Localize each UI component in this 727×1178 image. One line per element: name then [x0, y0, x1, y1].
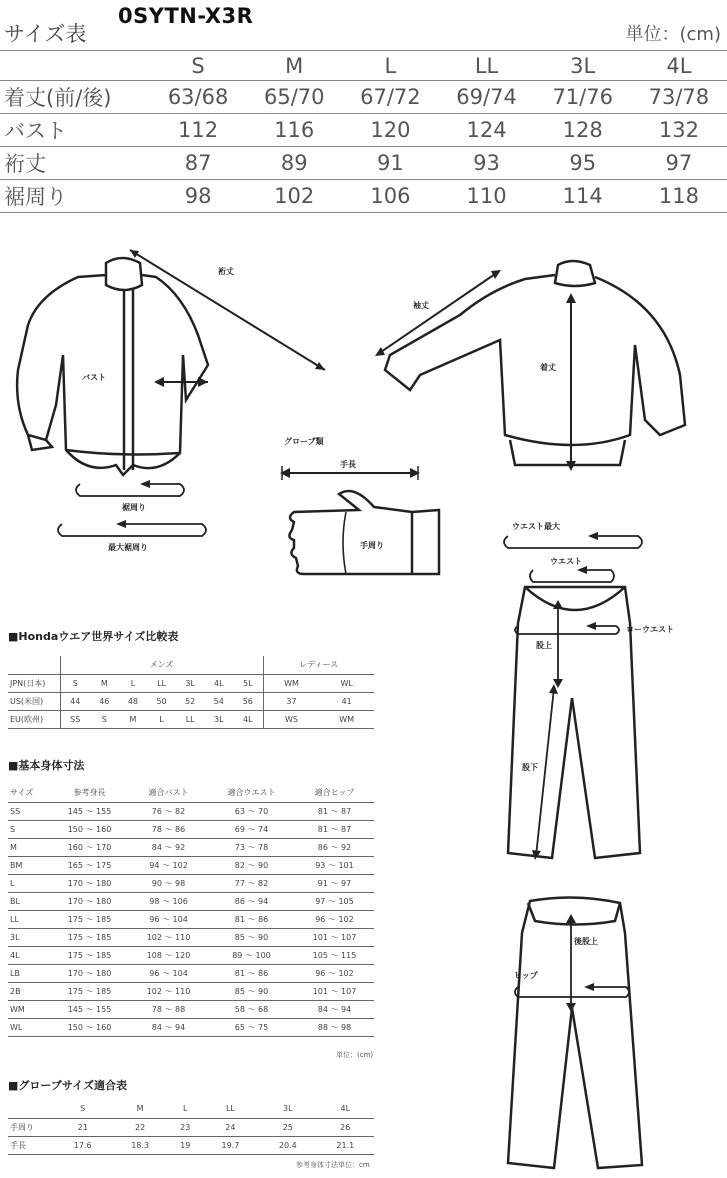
- hip-loop: [510, 983, 635, 1001]
- size-row-label: 裄丈: [0, 147, 150, 180]
- glove-size-header: M: [111, 1100, 168, 1118]
- body-size-cell: 4L: [8, 946, 50, 964]
- kitake-arrow: [565, 293, 577, 471]
- body-size-cell: WL: [8, 1018, 50, 1036]
- size-cell: 110: [438, 180, 534, 213]
- body-size-cell: 105 ～ 115: [295, 946, 374, 964]
- body-size-cell: 96 ～ 102: [295, 910, 374, 928]
- size-cell: 114: [535, 180, 631, 213]
- world-size-cell: 48: [119, 692, 148, 710]
- size-cell: 106: [342, 180, 438, 213]
- world-size-cell: L: [119, 674, 148, 692]
- body-size-cell: 88 ～ 98: [295, 1018, 374, 1036]
- body-size-row: [8, 874, 374, 892]
- world-size-cell: S: [60, 674, 90, 692]
- body-size-cell: 108 ～ 120: [129, 946, 208, 964]
- waist-max-loop: [498, 532, 648, 552]
- size-row: [0, 114, 727, 147]
- body-size-header: 適合ウエスト: [208, 784, 295, 802]
- glove-size-cell: 17.6: [54, 1136, 111, 1154]
- glove-illustration: [284, 482, 444, 582]
- mata-shita-label: 股下: [522, 763, 538, 772]
- glove-size-header: S: [54, 1100, 111, 1118]
- body-size-cell: 78 ～ 88: [129, 1000, 208, 1018]
- size-cell: 128: [535, 114, 631, 147]
- kitake-label: 着丈: [540, 363, 556, 372]
- size-cell: 112: [150, 114, 246, 147]
- size-cell: 97: [631, 147, 727, 180]
- body-size-cell: 85 ～ 90: [208, 982, 295, 1000]
- back-mata-ue-label: 後股上: [574, 937, 598, 946]
- world-size-group-men: メンズ: [60, 656, 263, 674]
- yukitake-arrow: [125, 235, 335, 385]
- size-cell: 98: [150, 180, 246, 213]
- body-size-row: [8, 964, 374, 982]
- size-col-header: L: [342, 51, 438, 81]
- world-size-table: [8, 656, 374, 729]
- body-size-cell: 3L: [8, 928, 50, 946]
- world-size-cell: SS: [60, 710, 90, 728]
- world-size-cell: L: [147, 710, 176, 728]
- mata-ue-label: 股上: [536, 641, 552, 650]
- world-size-cell: 56: [233, 692, 263, 710]
- glove-size-row: [8, 1136, 374, 1154]
- world-size-cell: 5L: [233, 674, 263, 692]
- body-size-cell: 96 ～ 104: [129, 964, 208, 982]
- glove-size-cell: 21: [54, 1118, 111, 1136]
- glove-title: グローブ類: [284, 437, 324, 446]
- world-size-cell: M: [90, 674, 119, 692]
- body-size-row: [8, 982, 374, 1000]
- body-size-row: [8, 802, 374, 820]
- size-cell: 63/68: [150, 81, 246, 114]
- glove-size-row: [8, 1118, 374, 1136]
- unit-label: 単位：(cm): [625, 24, 721, 45]
- body-size-cell: 86 ～ 94: [208, 892, 295, 910]
- size-cell: 87: [150, 147, 246, 180]
- world-size-row-label: JPN(日本): [8, 674, 60, 692]
- glove-size-header: LL: [202, 1100, 259, 1118]
- sodetake-label: 袖丈: [413, 301, 429, 310]
- body-size-unit: 単位：(cm): [336, 1051, 374, 1059]
- size-cell: 67/72: [342, 81, 438, 114]
- world-size-cell: WM: [319, 710, 374, 728]
- body-size-cell: 175 ～ 185: [50, 910, 129, 928]
- body-size-cell: 94 ～ 102: [129, 856, 208, 874]
- size-cell: 132: [631, 114, 727, 147]
- world-size-cell: 44: [60, 692, 90, 710]
- glove-size-header-row: [8, 1100, 374, 1118]
- body-size-header: 適合バスト: [129, 784, 208, 802]
- size-cell: 102: [246, 180, 342, 213]
- glove-size-row-label: 手長: [8, 1136, 54, 1154]
- size-cell: 124: [438, 114, 534, 147]
- glove-size-cell: 19.7: [202, 1136, 259, 1154]
- body-size-cell: 69 ～ 74: [208, 820, 295, 838]
- low-waist-loop: [510, 622, 625, 638]
- world-size-cell: 41: [319, 692, 374, 710]
- body-size-cell: 101 ～ 107: [295, 982, 374, 1000]
- world-size-cell: 4L: [204, 674, 233, 692]
- glove-size-blank: [8, 1100, 54, 1118]
- body-size-header-row: [8, 784, 374, 802]
- body-size-cell: WM: [8, 1000, 50, 1018]
- body-size-row: [8, 1000, 374, 1018]
- size-cell: 118: [631, 180, 727, 213]
- body-size-row: [8, 820, 374, 838]
- size-cell: 95: [535, 147, 631, 180]
- body-size-cell: 58 ～ 68: [208, 1000, 295, 1018]
- world-size-cell: WM: [263, 674, 319, 692]
- max-susomawari-label: 最大裾周り: [108, 543, 148, 552]
- body-size-cell: 175 ～ 185: [50, 928, 129, 946]
- body-size-cell: 82 ～ 90: [208, 856, 295, 874]
- mata-ue-arrow: [553, 600, 563, 688]
- world-size-cell: M: [119, 710, 148, 728]
- body-size-cell: 150 ～ 160: [50, 1018, 129, 1036]
- page-title: サイズ表: [4, 22, 87, 46]
- body-size-cell: 89 ～ 100: [208, 946, 295, 964]
- world-size-cell: S: [90, 710, 119, 728]
- body-size-cell: 145 ～ 155: [50, 802, 129, 820]
- glove-size-cell: 25: [259, 1118, 316, 1136]
- size-row: [0, 81, 727, 114]
- body-size-header: サイズ: [8, 784, 50, 802]
- body-size-cell: 90 ～ 98: [129, 874, 208, 892]
- size-cell: 91: [342, 147, 438, 180]
- glove-size-cell: 20.4: [259, 1136, 316, 1154]
- size-col-header: M: [246, 51, 342, 81]
- size-col-header: 4L: [631, 51, 727, 81]
- size-row-label: バスト: [0, 114, 150, 147]
- world-size-cell: 37: [263, 692, 319, 710]
- body-size-row: [8, 838, 374, 856]
- glove-size-cell: 18.3: [111, 1136, 168, 1154]
- body-size-cell: 175 ～ 185: [50, 982, 129, 1000]
- body-size-cell: 165 ～ 175: [50, 856, 129, 874]
- world-size-cell: 3L: [204, 710, 233, 728]
- body-size-cell: BM: [8, 856, 50, 874]
- body-size-cell: 170 ～ 180: [50, 964, 129, 982]
- body-size-cell: 96 ～ 104: [129, 910, 208, 928]
- body-size-cell: 145 ～ 155: [50, 1000, 129, 1018]
- size-cell: 120: [342, 114, 438, 147]
- glove-size-row-label: 手周り: [8, 1118, 54, 1136]
- size-cell: 69/74: [438, 81, 534, 114]
- techo-arrow: [280, 466, 420, 480]
- body-size-cell: LB: [8, 964, 50, 982]
- body-size-cell: 84 ～ 94: [295, 1000, 374, 1018]
- body-size-cell: 78 ～ 86: [129, 820, 208, 838]
- body-size-cell: 101 ～ 107: [295, 928, 374, 946]
- temawari-label: 手周り: [360, 541, 384, 550]
- size-row-label: 着丈(前/後): [0, 81, 150, 114]
- size-row: [0, 180, 727, 213]
- body-size-cell: 85 ～ 90: [208, 928, 295, 946]
- world-size-row: [8, 710, 374, 728]
- size-cell: 116: [246, 114, 342, 147]
- body-size-cell: SS: [8, 802, 50, 820]
- world-size-cell: 3L: [176, 674, 205, 692]
- world-size-cell: WS: [263, 710, 319, 728]
- glove-size-header: 4L: [317, 1100, 374, 1118]
- size-col-header: LL: [438, 51, 534, 81]
- model-code: 0SYTN-X3R: [118, 4, 254, 28]
- body-size-cell: L: [8, 874, 50, 892]
- size-cell: 71/76: [535, 81, 631, 114]
- techo-label: 手長: [340, 460, 356, 469]
- size-header-row: [0, 51, 727, 81]
- body-size-cell: 96 ～ 102: [295, 964, 374, 982]
- susomawari-loop: [70, 480, 190, 500]
- waist-label: ウエスト: [550, 557, 582, 566]
- size-header-blank: [0, 51, 150, 81]
- susomawari-label: 裾周り: [122, 503, 146, 512]
- world-size-title: ■Hondaウエア世界サイズ比較表: [8, 630, 179, 643]
- body-size-cell: 150 ～ 160: [50, 820, 129, 838]
- world-size-cell: 52: [176, 692, 205, 710]
- size-row-label: 裾周り: [0, 180, 150, 213]
- max-susomawari-loop: [52, 520, 212, 540]
- body-size-cell: 2B: [8, 982, 50, 1000]
- body-size-cell: 170 ～ 180: [50, 892, 129, 910]
- glove-size-table: [8, 1100, 374, 1155]
- world-size-blank: [8, 656, 60, 674]
- body-size-cell: 175 ～ 185: [50, 946, 129, 964]
- body-size-cell: 63 ～ 70: [208, 802, 295, 820]
- world-size-row: [8, 692, 374, 710]
- body-size-cell: S: [8, 820, 50, 838]
- world-size-row-label: EU(欧州): [8, 710, 60, 728]
- body-size-cell: 93 ～ 101: [295, 856, 374, 874]
- body-size-cell: 81 ～ 86: [208, 910, 295, 928]
- glove-size-cell: 24: [202, 1118, 259, 1136]
- world-size-cell: LL: [147, 674, 176, 692]
- glove-size-title: ■グローブサイズ適合表: [8, 1079, 127, 1092]
- glove-size-cell: 21.1: [317, 1136, 374, 1154]
- body-size-cell: 65 ～ 75: [208, 1018, 295, 1036]
- body-size-cell: 81 ～ 87: [295, 820, 374, 838]
- world-size-cell: 46: [90, 692, 119, 710]
- body-size-cell: M: [8, 838, 50, 856]
- body-size-cell: 76 ～ 82: [129, 802, 208, 820]
- body-size-row: [8, 928, 374, 946]
- glove-size-footnote: 参考身体寸法単位：cm: [296, 1161, 370, 1169]
- body-size-cell: 170 ～ 180: [50, 874, 129, 892]
- body-size-cell: 81 ～ 87: [295, 802, 374, 820]
- glove-size-cell: 19: [169, 1136, 202, 1154]
- size-cell: 73/78: [631, 81, 727, 114]
- body-size-row: [8, 946, 374, 964]
- size-cell: 89: [246, 147, 342, 180]
- sodetake-arrow: [370, 262, 510, 362]
- body-size-row: [8, 892, 374, 910]
- hip-label: ヒップ: [514, 971, 538, 980]
- body-size-cell: 102 ～ 110: [129, 982, 208, 1000]
- glove-size-header: 3L: [259, 1100, 316, 1118]
- world-size-cell: 50: [147, 692, 176, 710]
- size-table: [0, 50, 727, 213]
- world-size-cell: 4L: [233, 710, 263, 728]
- glove-size-header: L: [169, 1100, 202, 1118]
- body-size-cell: 98 ～ 106: [129, 892, 208, 910]
- body-size-row: [8, 856, 374, 874]
- glove-size-cell: 23: [169, 1118, 202, 1136]
- body-size-cell: 86 ～ 92: [295, 838, 374, 856]
- body-size-cell: BL: [8, 892, 50, 910]
- body-size-cell: 97 ～ 105: [295, 892, 374, 910]
- size-row: [0, 147, 727, 180]
- size-col-header: S: [150, 51, 246, 81]
- body-size-row: [8, 910, 374, 928]
- body-size-table: [8, 784, 374, 1037]
- body-size-cell: 84 ～ 94: [129, 1018, 208, 1036]
- yukitake-label: 裄丈: [218, 267, 234, 276]
- world-size-cell: WL: [319, 674, 374, 692]
- world-size-group-ladies: レディース: [263, 656, 374, 674]
- size-cell: 93: [438, 147, 534, 180]
- body-size-cell: 160 ～ 170: [50, 838, 129, 856]
- world-size-cell: LL: [176, 710, 205, 728]
- waist-max-label: ウエスト最大: [512, 522, 560, 531]
- size-col-header: 3L: [535, 51, 631, 81]
- body-size-cell: 81 ～ 86: [208, 964, 295, 982]
- body-size-title: ■基本身体寸法: [8, 759, 85, 772]
- body-size-header: 参考身長: [50, 784, 129, 802]
- body-size-cell: 84 ～ 92: [129, 838, 208, 856]
- glove-size-cell: 26: [317, 1118, 374, 1136]
- world-size-row-label: US(米国): [8, 692, 60, 710]
- body-size-cell: 102 ～ 110: [129, 928, 208, 946]
- world-size-group-row: [8, 656, 374, 674]
- body-size-row: [8, 1018, 374, 1036]
- glove-size-cell: 22: [111, 1118, 168, 1136]
- world-size-row: [8, 674, 374, 692]
- world-size-cell: 54: [204, 692, 233, 710]
- size-cell: 65/70: [246, 81, 342, 114]
- low-waist-label: ローウエスト: [626, 625, 674, 634]
- bust-label: バスト: [82, 373, 106, 382]
- body-size-cell: 73 ～ 78: [208, 838, 295, 856]
- body-size-cell: 77 ～ 82: [208, 874, 295, 892]
- body-size-cell: LL: [8, 910, 50, 928]
- body-size-cell: 91 ～ 97: [295, 874, 374, 892]
- body-size-header: 適合ヒップ: [295, 784, 374, 802]
